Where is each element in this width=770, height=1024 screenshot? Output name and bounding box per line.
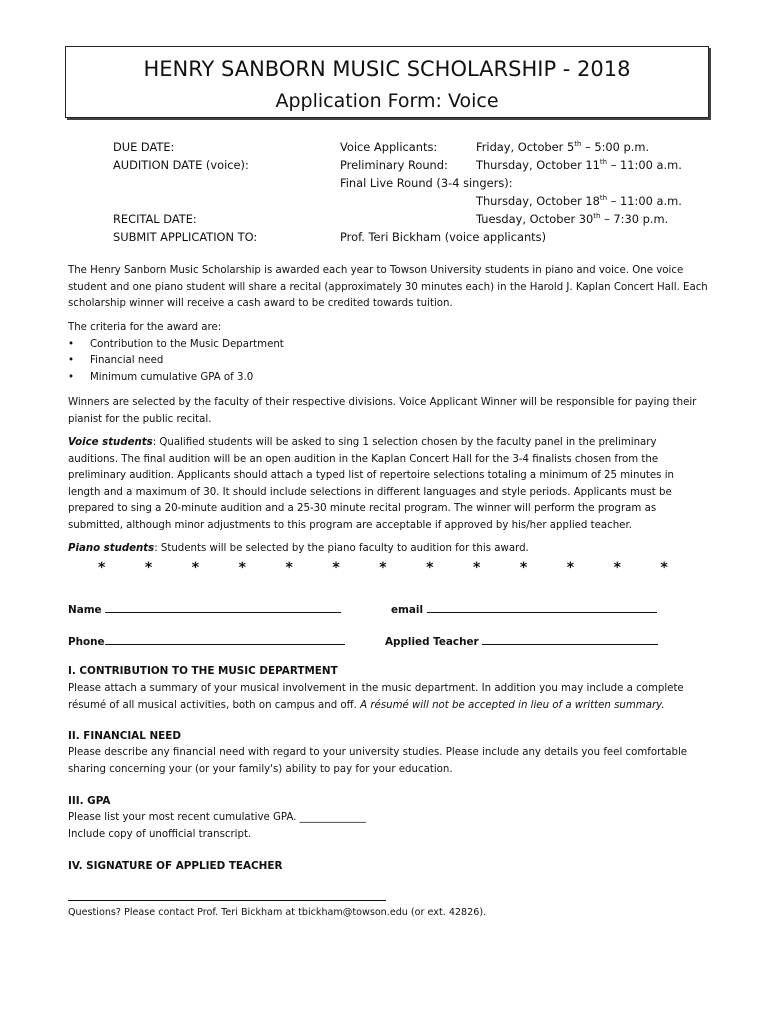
star: * <box>566 560 575 576</box>
criteria-heading: The criteria for the award are: <box>68 322 222 333</box>
form-subtitle: Application Form: Voice <box>275 90 499 112</box>
winners-paragraph: Winners are selected by the faculty of their respective divisions. Voice Applicant Winner will be responsible for paying their pianist for the public recital. <box>68 397 697 425</box>
voice-students-paragraph: Voice students: Qualified students will be asked to sing 1 selection chosen by the faculty panel in the preliminary auditions. The final audition will be an open audition in the Kaplan Concert Hall for the 3-4 finalists chosen from the preliminary audition. Applicants should attach a typed list of repertoire selections totaling a minimum of 25 minutes in length and a maximum of 30. It should include selections in different languages and style periods. Applicants must be prepared to sing a 20-minute audition and a 25-30 minute recital program. The winner will perform the program as submitted, although minor adjustments to this program are acceptable if approved by his/her applied teacher. <box>68 437 675 531</box>
form-title: HENRY SANBORN MUSIC SCHOLARSHIP - 2018 <box>143 57 631 81</box>
preliminary-label: Preliminary Round: <box>340 158 448 172</box>
voice-applicants-label: Voice Applicants: <box>340 140 438 154</box>
star: * <box>519 560 528 576</box>
final-round-date: Thursday, October 18th – 11:00 a.m. <box>476 194 682 208</box>
star: * <box>379 560 387 576</box>
section-3-text <box>68 810 708 843</box>
criteria-item: • Contribution to the Music Department <box>68 337 708 354</box>
criteria-item: • Financial need <box>68 353 708 370</box>
recital-date-label: RECITAL DATE: <box>113 212 197 226</box>
star: * <box>238 560 246 576</box>
footer-contact: Questions? Please contact Prof. Teri Bickham at tbickham@towson.edu (or ext. 42826). <box>68 907 487 918</box>
star: * <box>98 560 106 576</box>
final-round-label: Final Live Round (3-4 singers): <box>340 176 513 190</box>
submit-to-value: Prof. Teri Bickham (voice applicants) <box>340 230 547 244</box>
phone-field[interactable]: Phone <box>68 633 345 648</box>
teacher-signature-line[interactable] <box>68 900 386 901</box>
section-4-title: IV. SIGNATURE OF APPLIED TEACHER <box>68 860 283 872</box>
applied-teacher-field[interactable]: Applied Teacher <box>385 633 658 648</box>
recital-date-value: Tuesday, October 30th – 7:30 p.m. <box>476 212 669 226</box>
voice-students-label: Voice students <box>68 437 153 448</box>
preliminary-date: Thursday, October 11th – 11:00 a.m. <box>476 158 682 172</box>
section-3-title: III. GPA <box>68 795 111 807</box>
criteria-block <box>68 320 708 386</box>
gpa-line[interactable]: Please list your most recent cumulative GPA. _____________ <box>68 812 366 823</box>
star-divider <box>98 560 668 576</box>
star: * <box>613 560 621 576</box>
section-2-title: II. FINANCIAL NEED <box>68 730 181 742</box>
piano-students-paragraph: Piano students: Students will be selected by the piano faculty to audition for this award. <box>68 543 529 554</box>
submit-to-label: SUBMIT APPLICATION TO: <box>113 230 258 244</box>
name-field[interactable]: Name <box>68 601 341 616</box>
piano-students-label: Piano students <box>68 543 155 554</box>
star: * <box>191 560 200 576</box>
section-1-title: I. CONTRIBUTION TO THE MUSIC DEPARTMENT <box>68 665 338 677</box>
star: * <box>660 560 668 576</box>
section-1-text: Please attach a summary of your musical involvement in the music department. In addition you may include a complete résumé of all musical activities, both on campus and off. A résumé will not be accepted in lieu of a written summary. <box>68 683 684 711</box>
title-box <box>65 46 709 118</box>
audition-date-label: AUDITION DATE (voice): <box>113 158 249 172</box>
section-2-text: Please describe any financial need with regard to your university studies. Please include any details you feel comfortable sharing concerning your (or your family's) ability to pay for your education. <box>68 747 688 775</box>
star: * <box>332 560 340 576</box>
intro-paragraph: The Henry Sanborn Music Scholarship is awarded each year to Towson University students in piano and voice. One voice student and one piano student will share a recital (approximately 30 minutes each) in the Harold J. Kaplan Concert Hall. Each scholarship winner will receive a cash award to be credited towards tuition. <box>68 265 708 310</box>
star: * <box>473 560 481 576</box>
star: * <box>144 560 153 576</box>
star: * <box>426 560 434 576</box>
star: * <box>285 560 293 576</box>
voice-applicants-date: Friday, October 5th – 5:00 p.m. <box>476 140 650 154</box>
due-date-label: DUE DATE: <box>113 140 175 154</box>
transcript-note: Include copy of unofficial transcript. <box>68 828 252 840</box>
criteria-item: • Minimum cumulative GPA of 3.0 <box>68 370 708 387</box>
email-field[interactable]: email <box>391 601 657 616</box>
